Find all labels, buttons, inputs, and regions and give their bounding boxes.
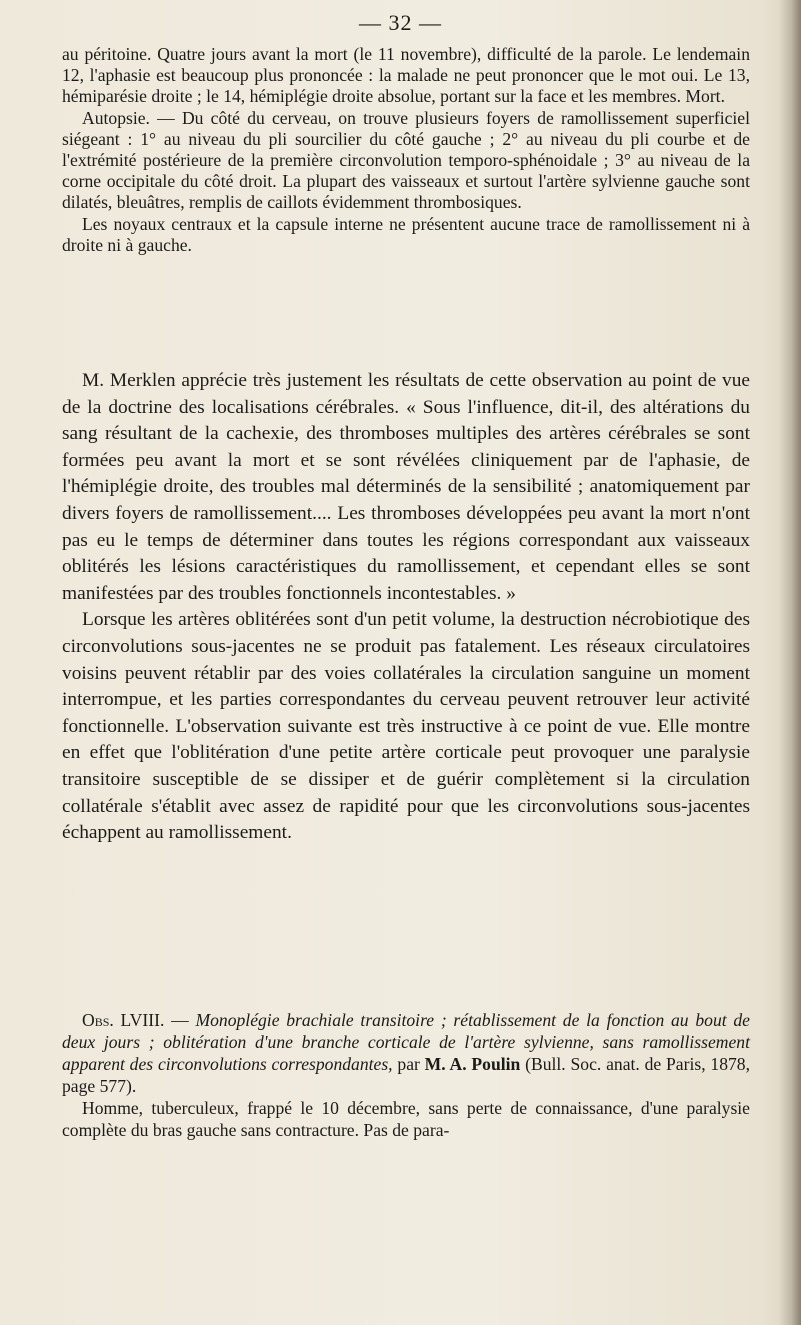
observation-reference: (Bull. Soc. anat. de Paris, 1878, page 577). (62, 1054, 750, 1096)
case-conclusion-paragraph: Les noyaux centraux et la capsule interne ne présentent aucune trace de ramollissement ni à droite ni à gauche. (62, 213, 750, 255)
observation-author: M. A. Poulin (424, 1054, 521, 1074)
case-paragraph: au péritoine. Quatre jours avant la mort (le 11 novembre), difficulté de la parole. Le lendemain 12, l'aphasie est beaucoup plus prononcée : la malade ne peut prononcer que le mot oui. Le 13, hémiparésie droite ; le 14, hémiplégie droite absolue, portant sur la face et les membres. Mort. (62, 44, 750, 107)
observation-title: Monoplégie brachiale transitoire ; rétablissement de la fonction au bout de deux jours ; oblitération d'une branche corticale de l'artère sylvienne, sans ramollissement apparent des circonvolutions correspondantes, (62, 1010, 750, 1074)
case-report-block (62, 44, 750, 256)
page-number: — 32 — (359, 10, 442, 35)
observation-par: par (397, 1054, 420, 1074)
arteries-paragraph: Lorsque les artères oblitérées sont d'un petit volume, la destruction nécrobiotique des circonvolutions sous-jacentes ne se produit pas fatalement. Les réseaux circulatoires voisins peuvent rétablir par des voies collatérales la circulation sanguine un moment interrompue, et les parties correspondantes du cerveau peuvent retrouver leur activité fonctionnelle. L'observation suivante est très instructive à ce point de vue. Elle montre en effet que l'oblitération d'une petite artère corticale peut provoquer une paralysie transitoire susceptible de se dissiper et de guérir complètement si la circulation collatérale s'établit avec assez de rapidité pour que les circonvolutions sous-jacentes échappent au ramollissement. (62, 609, 750, 844)
autopsy-paragraph: Autopsie. — Du côté du cerveau, on trouve plusieurs foyers de ramollissement superficiel siégeant : 1° au niveau du pli sourcilier du côté gauche ; 2° au niveau du pli courbe et de l'extrémité postérieure de la première circonvolution temporo-sphénoidale ; 3° au niveau de la corne occipitale du côté droit. La plupart des vaisseaux et surtout l'artère sylvienne gauche sont dilatés, bleuâtres, remplis de caillots évidemment thrombosiques. (62, 107, 750, 213)
page-edge-shadow (779, 0, 801, 1325)
observation-label: Obs. LVIII. — (82, 1010, 189, 1030)
observation-block (62, 1009, 750, 1141)
merklen-paragraph: M. Merklen apprécie très justement les résultats de cette observation au point de vue de la doctrine des localisations cérébrales. « Sous l'influence, dit-il, des altérations du sang résultant de la cachexie, des thromboses multiples des artères cérébrales se sont formées peu avant la mort et se sont révélées cliniquement par de l'aphasie, de l'hémiplégie droite, des troubles mal déterminés de la sensibilité ; anatomiquement par divers foyers de ramollissement.... Les thromboses développées peu avant la mort n'ont pas eu le temps de déterminer dans toutes les régions correspondant aux vaisseaux oblitérés les lésions caractéristiques du ramollissement, et cependant elles se sont manifestées par des troubles fonctionnels incontestables. » (62, 370, 750, 604)
commentary-block (62, 368, 750, 847)
observation-heading (62, 1009, 750, 1097)
observation-body: Homme, tuberculeux, frappé le 10 décembre, sans perte de connaissance, d'une paralysie complète du bras gauche sans contracture. Pas de para- (62, 1098, 750, 1140)
